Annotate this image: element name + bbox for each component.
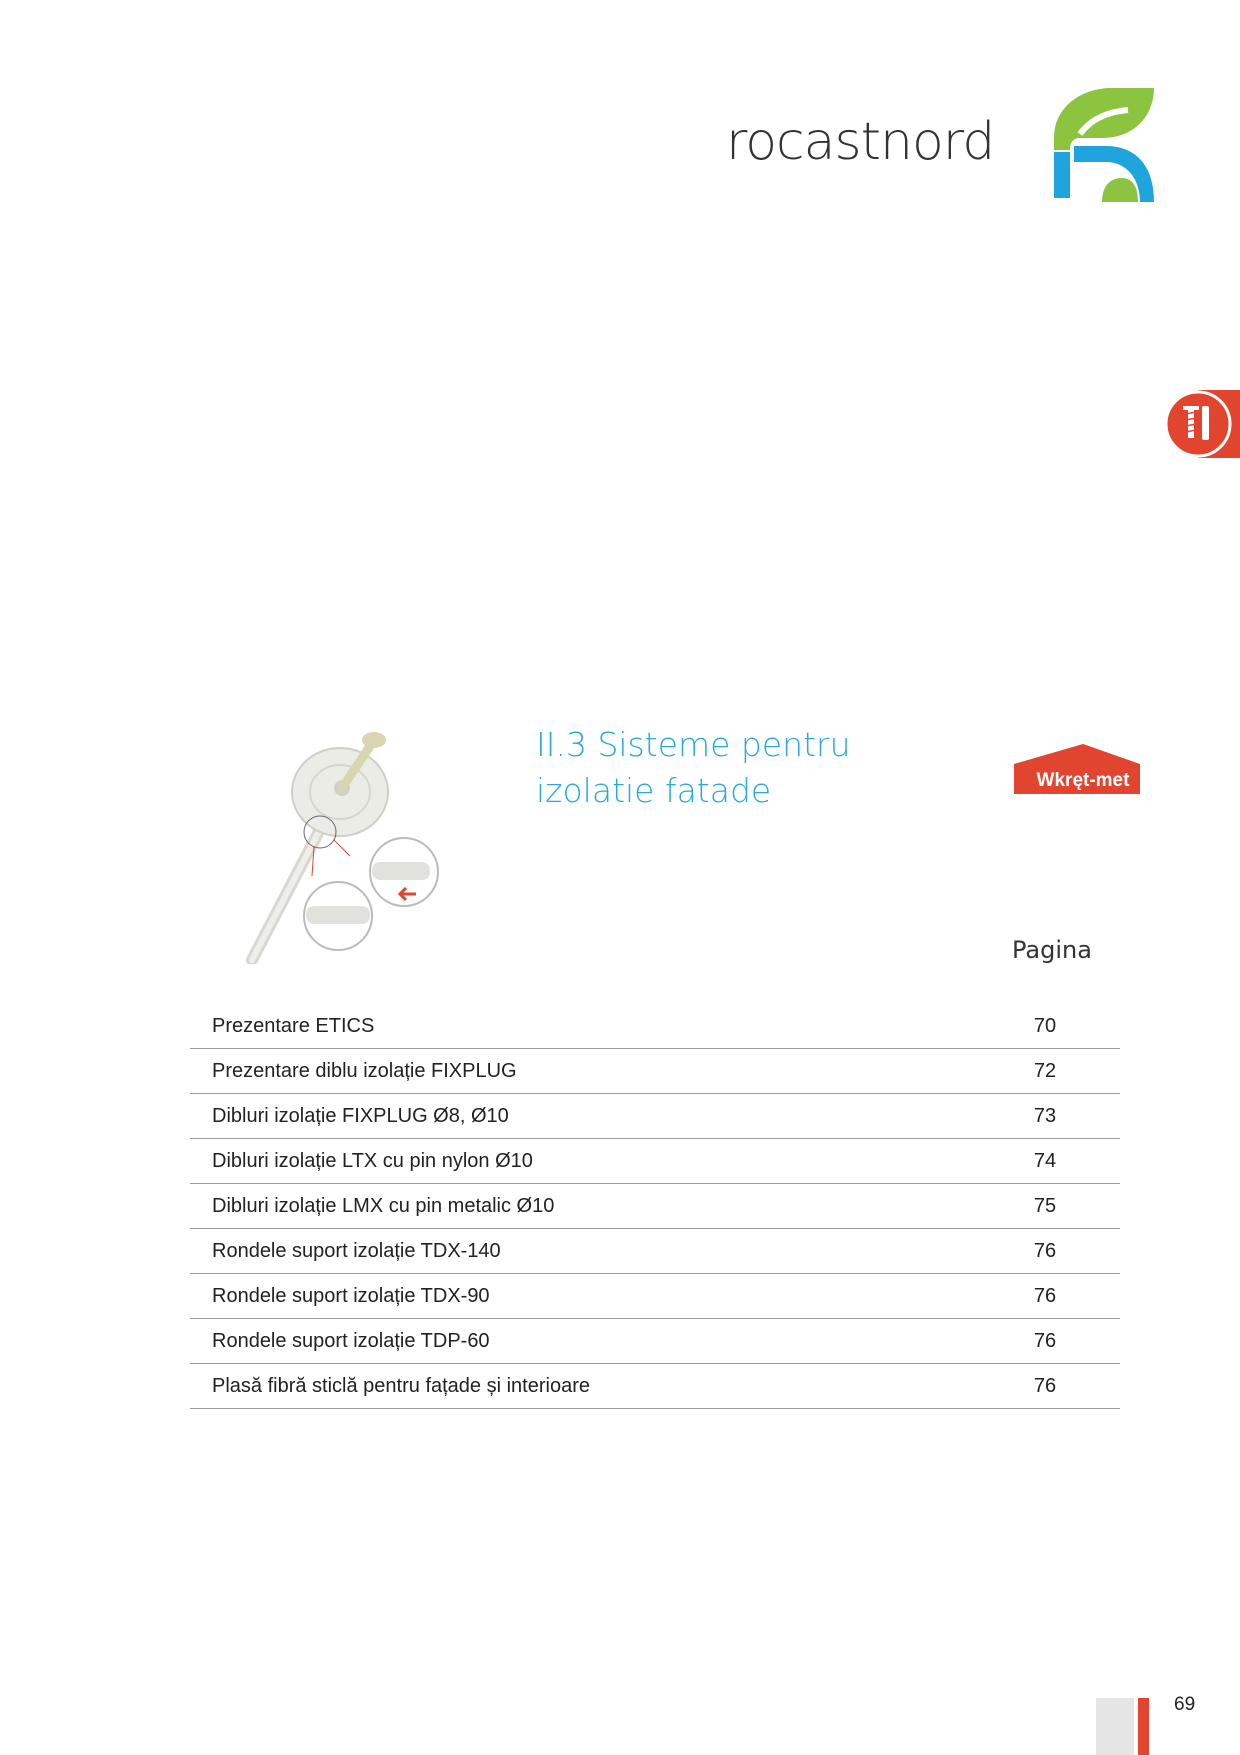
toc-row[interactable] [190,1185,1120,1229]
toc-label: Dibluri izolație FIXPLUG Ø8, Ø10 [212,1105,509,1127]
toc-row[interactable] [190,1095,1120,1139]
page-number: 69 [1174,1694,1196,1715]
toc-page: 74 [1033,1150,1057,1172]
toc-page: 75 [1033,1195,1057,1217]
toc-label: Rondele suport izolație TDX-90 [212,1285,490,1307]
toc-page: 76 [1033,1240,1057,1262]
toc-row[interactable] [190,1140,1120,1184]
toc-label: Dibluri izolație LMX cu pin metalic Ø10 [212,1195,555,1217]
table-of-contents [190,1005,1120,1410]
toc-label: Rondele suport izolație TDX-140 [212,1240,501,1262]
page-column-header: Pagina [1012,936,1092,964]
toc-page: 72 [1033,1060,1057,1082]
toc-label: Prezentare ETICS [212,1015,375,1037]
toc-row[interactable] [190,1320,1120,1364]
section-title-line-2: izolatie fatade [536,771,772,810]
toc-label: Plasă fibră sticlă pentru fațade și interioare [212,1375,590,1397]
toc-page: 76 [1033,1330,1057,1352]
toc-page: 76 [1033,1285,1057,1307]
screw-dowel-icon [1164,390,1240,458]
brand-badge [1012,742,1154,794]
toc-row[interactable] [190,1005,1120,1049]
toc-row[interactable] [190,1050,1120,1094]
brand-badge-text: Wkręt-met [1036,770,1130,791]
toc-label: Rondele suport izolație TDP-60 [212,1330,490,1352]
insulation-dowel-image [240,728,450,964]
toc-label: Prezentare diblu izolație FIXPLUG [212,1060,517,1082]
section-title [536,722,851,814]
company-logo-text: rocastnord [726,112,995,172]
company-logo-icon [1050,86,1158,204]
footer-grey-bar [1096,1698,1134,1755]
toc-page: 70 [1033,1015,1057,1037]
toc-page: 73 [1033,1105,1057,1127]
toc-row[interactable] [190,1365,1120,1409]
toc-label: Dibluri izolație LTX cu pin nylon Ø10 [212,1150,533,1172]
section-title-line-1: II.3 Sisteme pentru [536,725,851,764]
toc-page: 76 [1033,1375,1057,1397]
toc-row[interactable] [190,1230,1120,1274]
footer-red-bar [1138,1698,1149,1755]
toc-row[interactable] [190,1275,1120,1319]
